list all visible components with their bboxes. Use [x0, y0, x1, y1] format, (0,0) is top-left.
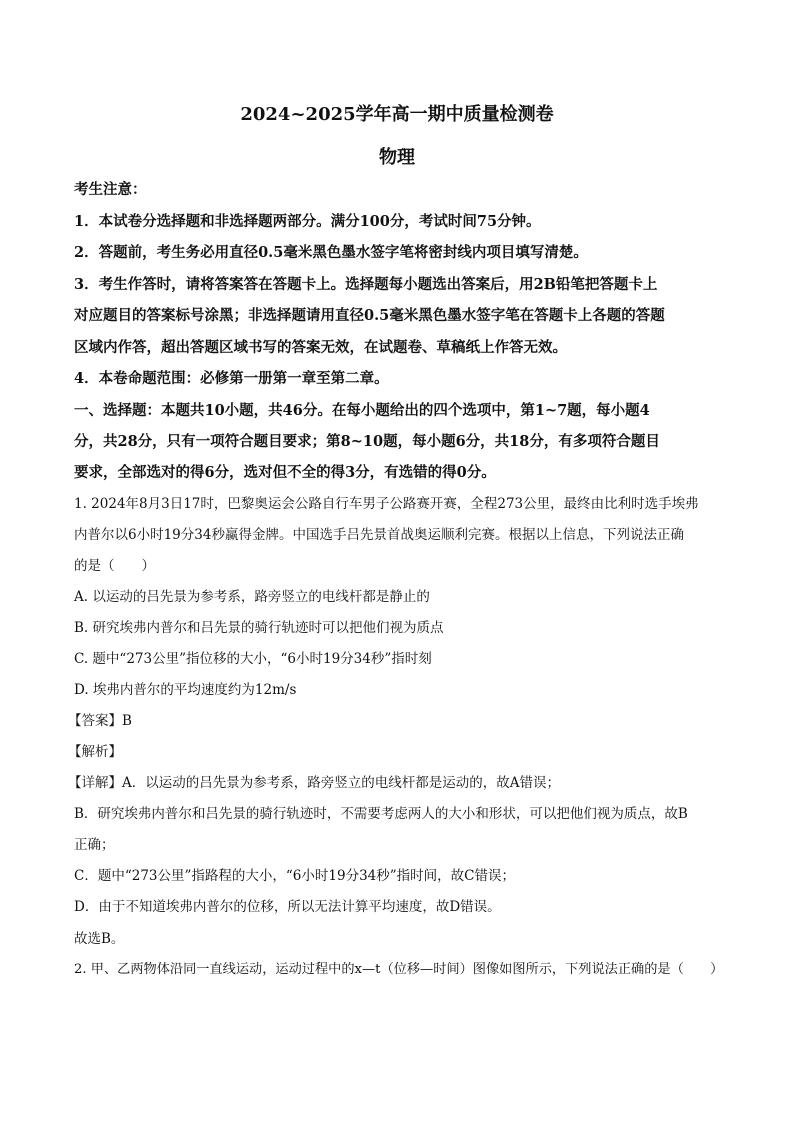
question-1-stem: 内普尔以6小时19分34秒赢得金牌。中国选手吕先景首战奥运顺利完赛。根据以上信息，下列说法正确 — [74, 527, 684, 543]
notice-item: 3．考生作答时，请将答案答在答题卡上。选择题每小题选出答案后，用2B铅笔把答题卡上 — [74, 276, 658, 293]
notice-item: 对应题目的答案标号涂黑；非选择题请用直径0.5毫米黑色墨水签字笔在答题卡上各题的答题 — [74, 307, 665, 324]
question-2-stem: 2. 甲、乙两物体沿同一直线运动，运动过程中的x—t（位移—时间）图像如图所示，下列说法正确的是（ ） — [74, 962, 724, 977]
section-line: 分，共28分，只有一项符合题目要求；第8~10题，每小题6分，共18分，有多项符合题目 — [74, 433, 660, 450]
analysis-line: B．研究埃弗内普尔和吕先景的骑行轨迹时，不需要考虑两人的大小和形状，可以把他们视为质点，故B — [74, 806, 688, 822]
notice-heading: 考生注意： — [74, 181, 147, 198]
conclusion-line: 故选B。 — [74, 931, 125, 947]
notice-item: 2．答题前，考生务必用直径0.5毫米黑色墨水签字笔将密封线内项目填写清楚。 — [74, 244, 588, 261]
exam-title: 2024~2025学年高一期中质量检测卷 — [240, 104, 554, 125]
answer-label: 【答案】B — [68, 713, 132, 729]
notice-item: 区域内作答，超出答题区域书写的答案无效，在试题卷、草稿纸上作答无效。 — [74, 339, 567, 356]
analysis-label: 【解析】 — [68, 744, 122, 760]
question-1-stem: 的是（ ） — [74, 558, 155, 574]
section-heading: 一、选择题：本题共10小题，共46分。在每小题给出的四个选项中，第1~7题，每小题4 — [74, 402, 650, 419]
analysis-line: 正确； — [74, 837, 115, 853]
analysis-line: 【详解】A．以运动的吕先景为参考系，路旁竖立的电线杆都是运动的，故A错误； — [68, 775, 560, 791]
exam-subject: 物理 — [379, 147, 415, 168]
notice-item: 1．本试卷分选择题和非选择题两部分。满分100分，考试时间75分钟。 — [74, 213, 541, 230]
option-d: D. 埃弗内普尔的平均速度约为12m/s — [74, 682, 297, 698]
section-line: 要求，全部选对的得6分，选对但不全的得3分，有选错的得0分。 — [74, 464, 496, 481]
option-a: A. 以运动的吕先景为参考系，路旁竖立的电线杆都是静止的 — [74, 589, 430, 605]
analysis-line: C．题中“273公里”指路程的大小，“6小时19分34秒”指时间，故C错误； — [74, 868, 515, 884]
notice-item: 4．本卷命题范围：必修第一册第一章至第二章。 — [74, 370, 389, 387]
option-c: C. 题中“273公里”指位移的大小，“6小时19分34秒”指时刻 — [74, 651, 432, 667]
analysis-line: D．由于不知道埃弗内普尔的位移，所以无法计算平均速度，故D错误。 — [74, 899, 501, 915]
question-1-stem: 1. 2024年8月3日17时，巴黎奥运会公路自行车男子公路赛开赛，全程273公里，最终由比利时选手埃弗 — [74, 496, 699, 512]
option-b: B. 研究埃弗内普尔和吕先景的骑行轨迹时可以把他们视为质点 — [74, 620, 444, 636]
